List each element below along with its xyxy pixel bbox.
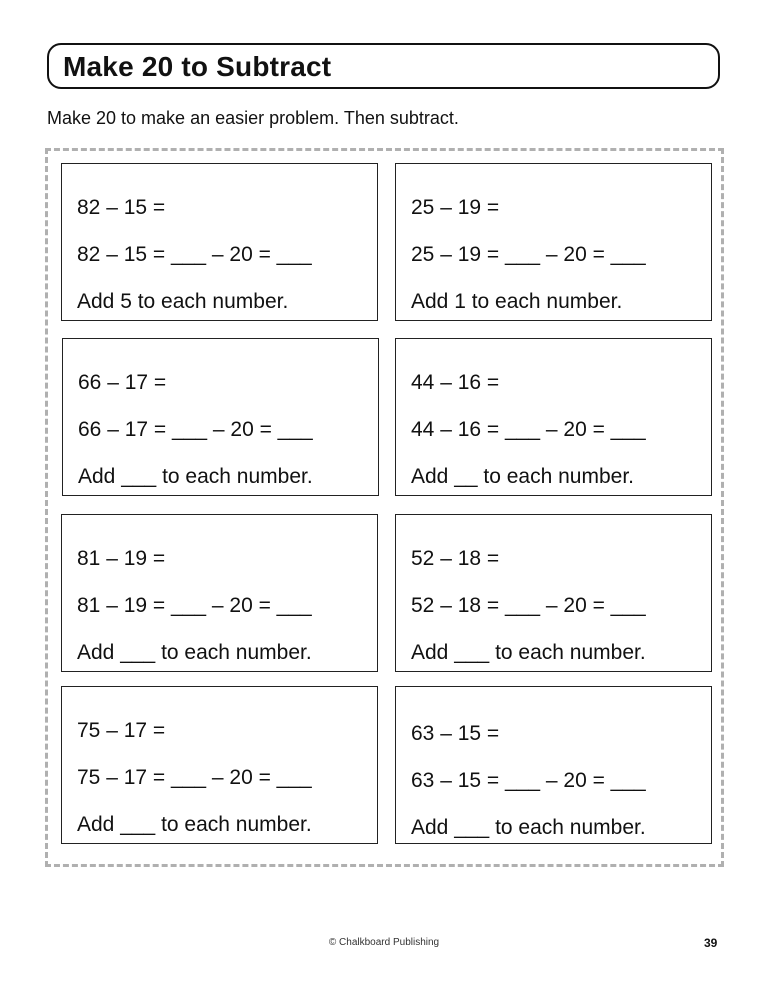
problem-text: 25 – 19 = [411,196,500,219]
problem-equation: 44 – 16 = ___ – 20 = ___ [411,418,646,441]
problem-text: 82 – 15 = [77,196,166,219]
title-banner [47,43,720,89]
problem-card-5 [61,514,378,672]
problem-equation: 81 – 19 = ___ – 20 = ___ [77,594,312,617]
problem-equation: 66 – 17 = ___ – 20 = ___ [78,418,313,441]
problem-hint: Add __ to each number. [411,465,634,488]
problem-hint: Add 5 to each number. [77,290,289,313]
copyright-footer: © Chalkboard Publishing [328,937,440,948]
problem-card-7 [61,686,378,844]
problem-card-6 [395,514,712,672]
problem-hint: Add 1 to each number. [411,290,623,313]
instructions: Make 20 to make an easier problem. Then subtract. [47,108,459,128]
problem-equation: 82 – 15 = ___ – 20 = ___ [77,243,312,266]
problem-hint: Add ___ to each number. [77,813,312,836]
problem-hint: Add ___ to each number. [77,641,312,664]
problem-equation: 63 – 15 = ___ – 20 = ___ [411,769,646,792]
problem-card-2 [395,163,712,321]
problem-text: 63 – 15 = [411,722,500,745]
problem-hint: Add ___ to each number. [411,641,646,664]
problem-equation: 75 – 17 = ___ – 20 = ___ [77,766,312,789]
problem-card-4 [395,338,712,496]
page-title: Make 20 to Subtract [63,51,332,82]
problem-text: 52 – 18 = [411,547,500,570]
problem-equation: 25 – 19 = ___ – 20 = ___ [411,243,646,266]
problem-text: 44 – 16 = [411,371,500,394]
problem-equation: 52 – 18 = ___ – 20 = ___ [411,594,646,617]
problem-hint: Add ___ to each number. [411,816,646,839]
problem-text: 81 – 19 = [77,547,166,570]
problem-text: 75 – 17 = [77,719,166,742]
problem-card-8 [395,686,712,844]
problem-card-1 [61,163,378,321]
problem-text: 66 – 17 = [78,371,167,394]
problem-hint: Add ___ to each number. [78,465,313,488]
page-number: 39 [704,936,718,950]
problem-card-3 [62,338,379,496]
